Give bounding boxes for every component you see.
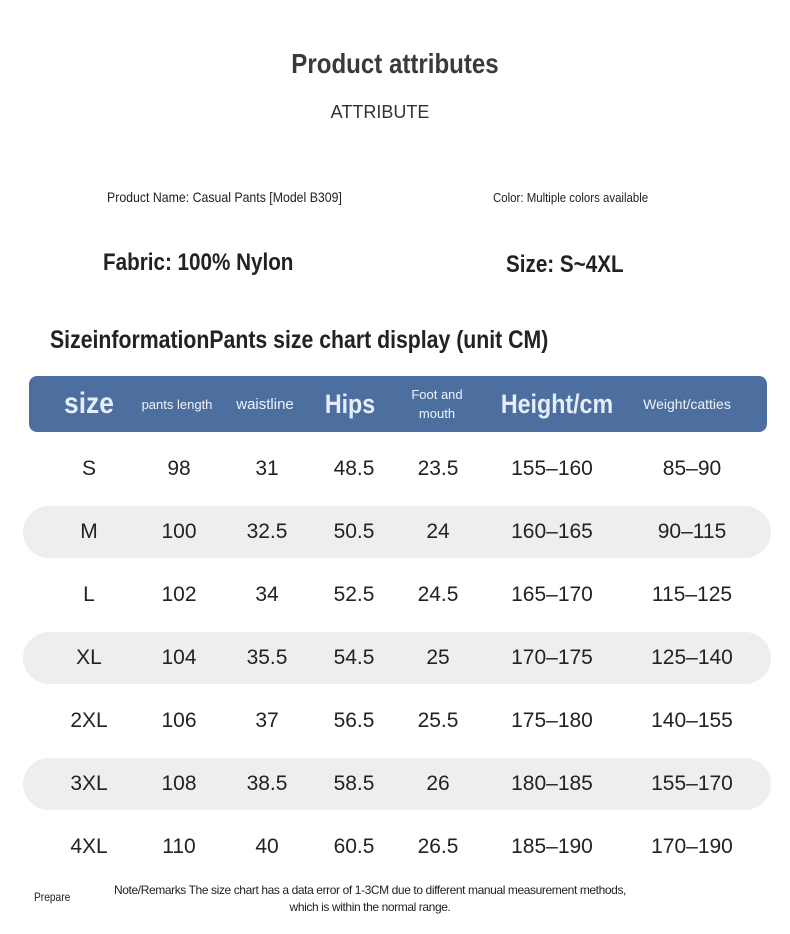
cell-weight: 125–140 [651,646,733,669]
cell-weight: 90–115 [657,520,727,543]
attribute-size: Size: S~4XL [506,251,624,278]
cell-size: 4XL [70,835,108,858]
cell-pants-length: 106 [161,709,197,732]
attribute-fabric: Fabric: 100% Nylon [103,249,294,276]
attribute-product-name: Product Name: Casual Pants [Model B309] [107,189,342,205]
cell-size: XL [76,646,102,669]
column-header-pants-length: pants length [141,396,213,412]
column-header-waistline: waistline [236,395,294,413]
attribute-color: Color: Multiple colors available [493,190,649,205]
cell-pants-length: 100 [161,520,197,543]
size-chart-header [29,376,767,432]
cell-weight: 140–155 [651,709,733,732]
table-row [23,821,771,873]
cell-foot-mouth: 26 [426,772,450,795]
cell-size: 2XL [70,709,108,732]
cell-height: 185–190 [511,835,593,858]
table-row [23,443,771,495]
cell-weight: 85–90 [662,457,722,480]
cell-waistline: 35.5 [246,646,288,669]
column-header-height: Height/cm [500,388,614,419]
cell-waistline: 40 [255,835,279,858]
cell-size: M [80,520,98,543]
table-row [23,695,771,747]
cell-weight: 115–125 [651,583,733,606]
cell-pants-length: 104 [161,646,197,669]
cell-weight: 155–170 [651,772,733,795]
cell-height: 180–185 [511,772,593,795]
cell-size: 3XL [70,772,108,795]
table-row [23,632,771,684]
cell-hips: 58.5 [333,772,375,795]
cell-height: 165–170 [511,583,593,606]
cell-size: L [83,583,95,606]
table-row [23,569,771,621]
cell-pants-length: 110 [162,835,196,858]
cell-foot-mouth: 25.5 [417,709,459,732]
cell-height: 170–175 [511,646,593,669]
cell-pants-length: 98 [167,457,191,480]
cell-foot-mouth: 24.5 [417,583,459,606]
column-header-size: size [64,387,114,420]
footer-prepare: Prepare [34,890,71,904]
cell-foot-mouth: 23.5 [417,457,459,480]
cell-hips: 60.5 [333,835,375,858]
table-row [23,758,771,810]
cell-height: 160–165 [511,520,593,543]
size-chart-heading: SizeinformationPants size chart display (unit CM) [50,326,549,354]
cell-foot-mouth: 24 [426,520,450,543]
table-row [23,506,771,558]
cell-waistline: 37 [255,709,279,732]
cell-waistline: 32.5 [246,520,288,543]
column-header-hips: Hips [324,388,376,419]
cell-hips: 52.5 [333,583,375,606]
cell-pants-length: 102 [161,583,197,606]
column-header-foot-and-mouth: Foot and mouth [411,387,463,421]
cell-weight: 170–190 [651,835,733,858]
cell-pants-length: 108 [161,772,197,795]
column-header-weight: Weight/catties [643,396,731,412]
cell-size: S [81,457,96,480]
cell-hips: 48.5 [333,457,375,480]
cell-waistline: 31 [255,457,279,480]
page-subtitle: ATTRIBUTE [330,102,430,122]
cell-height: 175–180 [511,709,593,732]
footer-note: Note/Remarks The size chart has a data error of 1-3CM due to different manual measurement methods, which is within the normal range. [114,883,626,914]
cell-waistline: 38.5 [246,772,288,795]
cell-hips: 50.5 [333,520,375,543]
cell-hips: 56.5 [333,709,375,732]
page-title: Product attributes [291,48,499,79]
cell-height: 155–160 [511,457,593,480]
cell-hips: 54.5 [333,646,375,669]
cell-foot-mouth: 25 [426,646,450,669]
cell-foot-mouth: 26.5 [417,835,459,858]
cell-waistline: 34 [255,583,279,606]
